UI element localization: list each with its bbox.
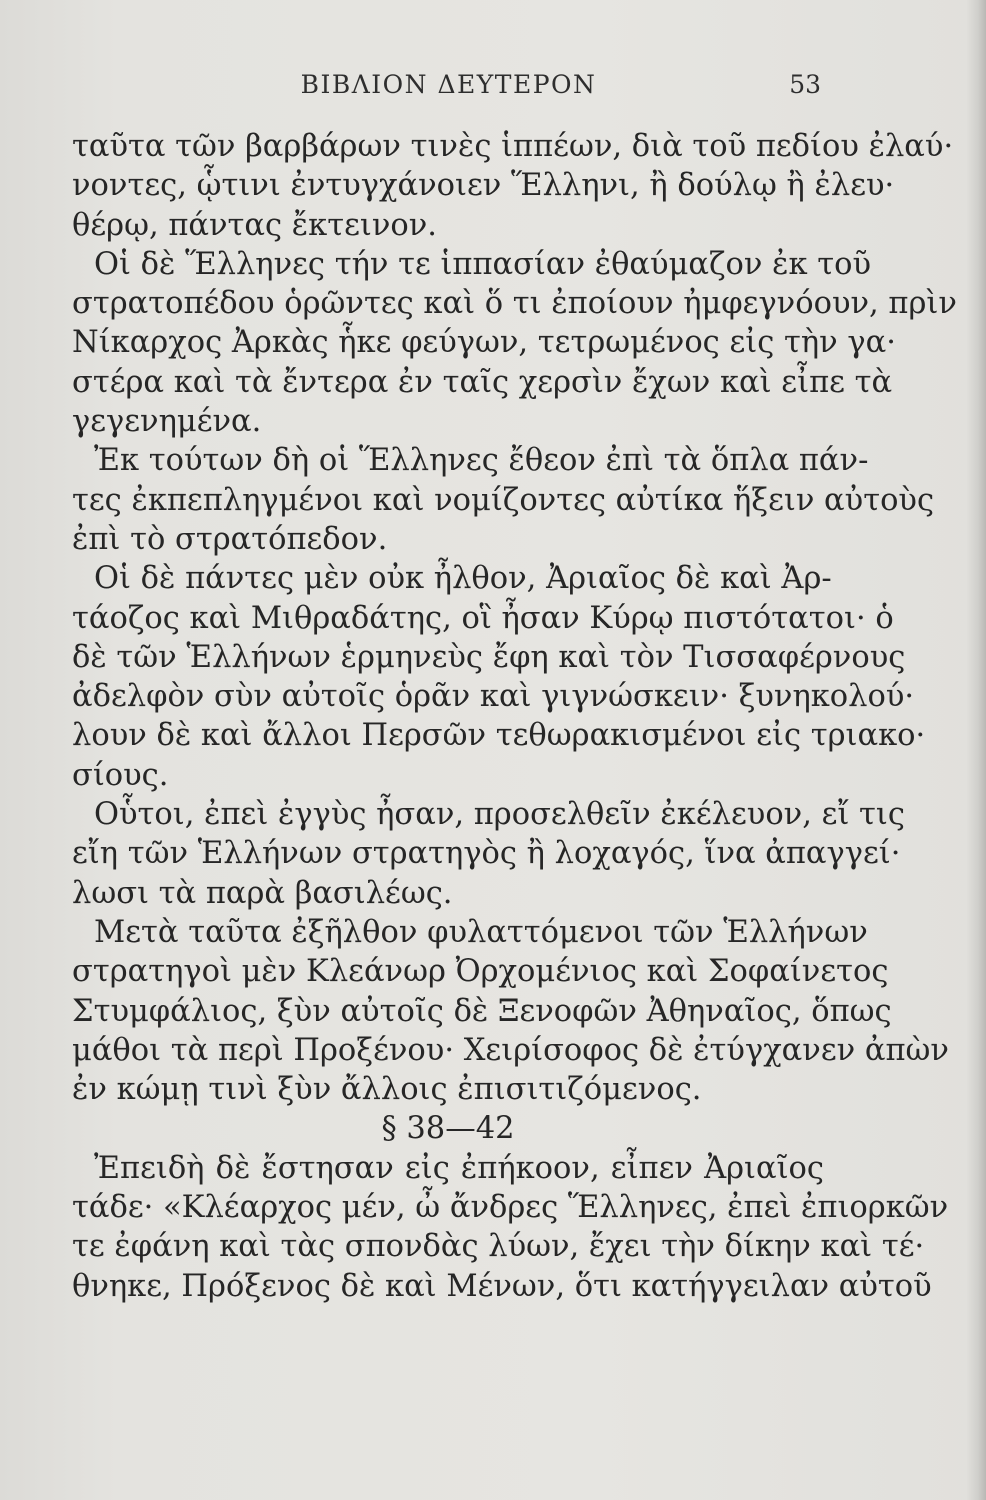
text-line: Στυμφάλιος, ξὺν αὐτοῖς δὲ Ξενοφῶν Ἀθηναῖος, ὅπως [72, 993, 892, 1029]
text-line: Οἱ δὲ πάντες μὲν οὐκ ἦλθον, Ἀριαῖος δὲ καὶ Ἀρ- [94, 561, 832, 597]
text-line: Ἐπειδὴ δὲ ἔστησαν εἰς ἐπήκοον, εἶπεν Ἀριαῖος [94, 1150, 824, 1186]
text-line: στέρα καὶ τὰ ἔντερα ἐν ταῖς χερσὶν ἔχων καὶ εἶπε τὰ [72, 364, 893, 400]
text-line: θέρῳ, πάντας ἔκτεινον. [72, 207, 437, 243]
body-text [72, 127, 957, 1306]
text-line: σίους. [72, 757, 169, 793]
page-edge-shadow [966, 0, 986, 1500]
text-line: λουν δὲ καὶ ἄλλοι Περσῶν τεθωρακισμένοι εἰς τριακο· [72, 718, 926, 754]
text-line: στρατηγοὶ μὲν Κλεάνωρ Ὀρχομένιος καὶ Σοφαίνετος [72, 954, 889, 990]
text-line: τάοζος καὶ Μιθραδάτης, οἳ ἦσαν Κύρῳ πιστότατοι· ὁ [72, 600, 894, 636]
text-line: τες ἐκπεπληγμένοι καὶ νομίζοντες αὐτίκα ἥξειν αὐτοὺς [72, 482, 935, 518]
text-line: Οὗτοι, ἐπεὶ ἐγγὺς ἦσαν, προσελθεῖν ἐκέλευον, εἴ τις [94, 797, 905, 833]
text-line: Οἱ δὲ Ἕλληνες τήν τε ἱππασίαν ἐθαύμαζον ἐκ τοῦ [94, 246, 872, 282]
text-line: Μετὰ ταῦτα ἐξῆλθον φυλαττόμενοι τῶν Ἑλλήνων [94, 914, 868, 950]
text-line: γεγενημένα. [72, 404, 262, 440]
text-line: στρατοπέδου ὁρῶντες καὶ ὅ τι ἐποίουν ἠμφεγνόουν, πρὶν [72, 286, 957, 322]
text-line: ἀδελφὸν σὺν αὐτοῖς ὁρᾶν καὶ γιγνώσκειν· ξυνηκολού· [72, 679, 915, 715]
text-line: λωσι τὰ παρὰ βασιλέως. [72, 875, 453, 911]
text-line: εἴη τῶν Ἑλλήνων στρατηγὸς ἢ λοχαγός, ἵνα ἀπαγγεί· [72, 836, 901, 872]
text-line: τάδε· «Κλέαρχος μέν, ὦ ἄνδρες Ἕλληνες, ἐπεὶ ἐπιορκῶν [72, 1190, 949, 1226]
text-line: ἐν κώμῃ τινὶ ξὺν ἄλλοις ἐπισιτιζόμενος. [72, 1072, 702, 1108]
section-heading: § 38—42 [381, 1111, 515, 1147]
text-line: νοντες, ᾧτινι ἐντυγχάνοιεν Ἕλληνι, ἢ δούλῳ ἢ ἐλευ· [72, 168, 895, 204]
text-line: μάθοι τὰ περὶ Προξένου· Χειρίσοφος δὲ ἐτύγχανεν ἀπὼν [72, 1032, 949, 1068]
text-line: τε ἐφάνη καὶ τὰς σπονδὰς λύων, ἔχει τὴν δίκην καὶ τέ· [72, 1229, 925, 1265]
running-title: ΒΙΒΛΙΟΝ ΔΕΥΤΕΡΟΝ [300, 70, 597, 99]
text-line: θνηκε, Πρόξενος δὲ καὶ Μένων, ὅτι κατήγγειλαν αὐτοῦ [72, 1268, 932, 1304]
page-header [76, 66, 821, 106]
text-line: Ἐκ τούτων δὴ οἱ Ἕλληνες ἔθεον ἐπὶ τὰ ὅπλα πάν- [94, 443, 869, 479]
text-line: ταῦτα τῶν βαρβάρων τινὲς ἱππέων, διὰ τοῦ πεδίου ἐλαύ· [72, 129, 954, 164]
text-line: Νίκαρχος Ἀρκὰς ἧκε φεύγων, τετρωμένος εἰς τὴν γα· [72, 325, 896, 361]
text-line: ἐπὶ τὸ στρατόπεδον. [72, 521, 388, 557]
page-number: 53 [789, 70, 821, 99]
text-line: δὲ τῶν Ἑλλήνων ἑρμηνεὺς ἔφη καὶ τὸν Τισσαφέρνους [72, 639, 906, 675]
